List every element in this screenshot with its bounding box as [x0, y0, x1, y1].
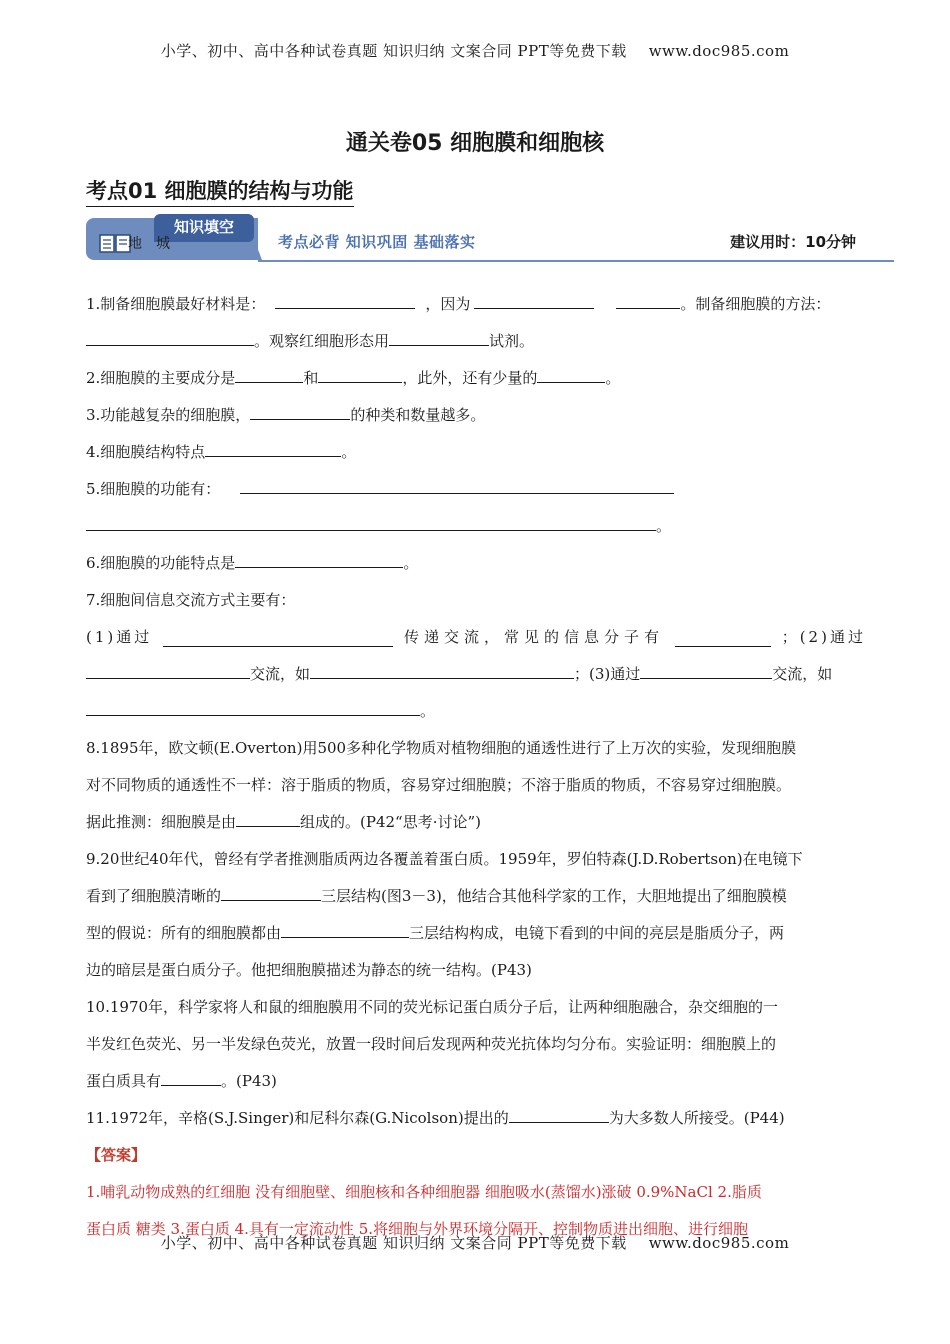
question-10-line-2: [86, 1026, 866, 1063]
q9-text-e: 三层结构构成，电镜下看到的中间的亮层是脂质分子，两: [409, 924, 785, 942]
q1-blank-2[interactable]: [474, 290, 594, 309]
banner-tagline: 考点必背 知识巩固 基础落实: [278, 233, 476, 251]
question-7-intro: [86, 582, 866, 619]
question-8-line-3: [86, 804, 866, 841]
q10-text-c: 蛋白质具有: [86, 1072, 162, 1090]
q10-text-d: 。(P43): [221, 1072, 277, 1090]
q2-blank-2[interactable]: [318, 364, 402, 383]
question-9-line-1: [86, 841, 866, 878]
q7-blank-4[interactable]: [310, 660, 574, 679]
q5-text-a: 5.细胞膜的功能有：: [86, 480, 221, 498]
q5-text-b: 。: [656, 517, 672, 535]
q2-text-d: 。: [605, 369, 621, 387]
q1-blank-4[interactable]: [86, 327, 254, 346]
q1-text-e: 试剂。: [489, 332, 535, 350]
q1-blank-1[interactable]: [275, 290, 415, 309]
q11-text-b: 为大多数人所接受。(P44): [608, 1109, 785, 1127]
question-11: [86, 1100, 866, 1137]
q1-blank-3[interactable]: [616, 290, 680, 309]
question-10-line-1: [86, 989, 866, 1026]
q7-text-f: ；(3)通过: [574, 665, 641, 683]
q7-text-h: 。: [420, 702, 436, 720]
q1-text-b: ，因为: [425, 295, 471, 313]
header-link[interactable]: www.doc985.com: [648, 42, 790, 60]
page-footer: [0, 1232, 950, 1253]
q1-text-a: 1.制备细胞膜最好材料是：: [86, 295, 266, 313]
section-heading: 考点01 细胞膜的结构与功能: [86, 175, 354, 207]
q8-blank-1[interactable]: [236, 808, 300, 827]
q7-text-a: 7.细胞间信息交流方式主要有：: [86, 591, 296, 609]
q2-blank-3[interactable]: [537, 364, 605, 383]
q7-text-d: ；(2)通过: [781, 628, 866, 646]
banner-rule: [258, 260, 894, 262]
q10-blank-1[interactable]: [161, 1067, 221, 1086]
q9-text-f: 边的暗层是蛋白质分子。他把细胞膜描述为静态的统一结构。(P43): [86, 961, 532, 979]
question-10-line-3: [86, 1063, 866, 1100]
q6-blank-1[interactable]: [235, 549, 403, 568]
q9-text-d: 型的假说：所有的细胞膜都由: [86, 924, 282, 942]
question-7-line-3: [86, 693, 866, 730]
q7-blank-1[interactable]: [163, 628, 393, 647]
question-8-line-1: [86, 730, 866, 767]
q7-text-g: 交流，如: [772, 665, 833, 683]
answer-line-1: 1.哺乳动物成熟的红细胞 没有细胞壁、细胞核和各种细胞器 细胞吸水(蒸馏水)涨破 0.9%NaCl 2.脂质: [86, 1183, 762, 1201]
suggested-time: 建议用时：10分钟: [730, 233, 856, 251]
q3-text-a: 3.功能越复杂的细胞膜，: [86, 406, 251, 424]
q6-text-b: 。: [403, 554, 419, 572]
q2-text-c: ，此外，还有少量的: [402, 369, 538, 387]
banner-tab: 知识填空: [154, 214, 254, 242]
q3-blank-1[interactable]: [250, 401, 350, 420]
q6-text-a: 6.细胞膜的功能特点是: [86, 554, 236, 572]
section-banner: [86, 214, 894, 264]
q10-text-a: 10.1970年，科学家将人和鼠的细胞膜用不同的荧光标记蛋白质分子后，让两种细胞融合，杂交细胞的一: [86, 998, 779, 1016]
question-9-line-4: [86, 952, 866, 989]
q10-text-b: 半发红色荧光、另一半发绿色荧光，放置一段时间后发现两种荧光抗体均匀分布。实验证明：细胞膜上的: [86, 1035, 777, 1053]
q2-text-a: 2.细胞膜的主要成分是: [86, 369, 236, 387]
q4-text-b: 。: [341, 443, 357, 461]
question-6: [86, 545, 866, 582]
question-1-line-1: [86, 286, 866, 323]
answer-label: 【答案】: [86, 1146, 147, 1164]
q7-blank-3[interactable]: [86, 660, 250, 679]
q7-text-c: 传递交流，常见的信息分子有: [403, 628, 664, 646]
q1-text-d: 。观察红细胞形态用: [254, 332, 390, 350]
q4-text-a: 4.细胞膜结构特点: [86, 443, 206, 461]
q2-blank-1[interactable]: [235, 364, 303, 383]
q9-text-a: 9.20世纪40年代，曾经有学者推测脂质两边各覆盖着蛋白质。1959年，罗伯特森(J.D.Robertson)在电镜下: [86, 850, 803, 868]
q5-blank-2[interactable]: [86, 512, 656, 531]
q1-blank-5[interactable]: [389, 327, 489, 346]
question-9-line-3: [86, 915, 866, 952]
banner-subtitle: 地城: [128, 236, 184, 252]
question-1-line-2: [86, 323, 866, 360]
q9-blank-2[interactable]: [281, 919, 409, 938]
q5-blank-1[interactable]: [240, 475, 674, 494]
page-title: 通关卷05 细胞膜和细胞核: [345, 131, 605, 156]
question-5-line-2: [86, 508, 866, 545]
question-2: [86, 360, 866, 397]
q7-blank-2[interactable]: [675, 628, 771, 647]
q9-text-b: 看到了细胞膜清晰的: [86, 887, 222, 905]
q8-text-b: 对不同物质的通透性不一样：溶于脂质的物质，容易穿过细胞膜；不溶于脂质的物质，不容易穿过细胞膜。: [86, 776, 792, 794]
question-8-line-2: [86, 767, 866, 804]
q8-text-d: 组成的。(P42“思考·讨论”): [300, 813, 482, 831]
q8-text-a: 8.1895年，欧文顿(E.Overton)用500多种化学物质对植物细胞的通透性进行了上万次的实验，发现细胞膜: [86, 739, 797, 757]
answer-label-line: [86, 1137, 866, 1174]
q9-text-c: 三层结构(图3－3)，他结合其他科学家的工作，大胆地提出了细胞膜模: [321, 887, 787, 905]
header-text: 小学、初中、高中各种试卷真题 知识归纳 文案合同 PPT等免费下载: [160, 42, 627, 60]
q7-text-b: (1)通过: [86, 628, 153, 646]
answer-line-2: 蛋白质 糖类 3.蛋白质 4.具有一定流动性 5.将细胞与外界环境分隔开、控制物质进出细胞、进行细胞: [86, 1220, 749, 1238]
question-5-line-1: [86, 471, 866, 508]
q7-blank-6[interactable]: [86, 697, 420, 716]
q7-blank-5[interactable]: [640, 660, 772, 679]
q11-blank-1[interactable]: [509, 1104, 609, 1123]
page-header: [0, 40, 950, 61]
question-4: [86, 434, 866, 471]
question-9-line-2: [86, 878, 866, 915]
footer-link[interactable]: www.doc985.com: [648, 1234, 790, 1252]
q11-text-a: 11.1972年，辛格(S.J.Singer)和尼科尔森(G.Nicolson)提出的: [86, 1109, 509, 1127]
q9-blank-1[interactable]: [221, 882, 321, 901]
q1-text-c: 。制备细胞膜的方法：: [680, 295, 831, 313]
q2-text-b: 和: [303, 369, 319, 387]
q3-text-b: 的种类和数量越多。: [350, 406, 486, 424]
q4-blank-1[interactable]: [205, 438, 341, 457]
question-list: [86, 286, 866, 1248]
question-7-line-2: [86, 656, 866, 693]
q7-text-e: 交流，如: [250, 665, 311, 683]
footer-text: 小学、初中、高中各种试卷真题 知识归纳 文案合同 PPT等免费下载: [160, 1234, 627, 1252]
question-3: [86, 397, 866, 434]
question-7-line-1: [86, 619, 866, 656]
q8-text-c: 据此推测：细胞膜是由: [86, 813, 237, 831]
